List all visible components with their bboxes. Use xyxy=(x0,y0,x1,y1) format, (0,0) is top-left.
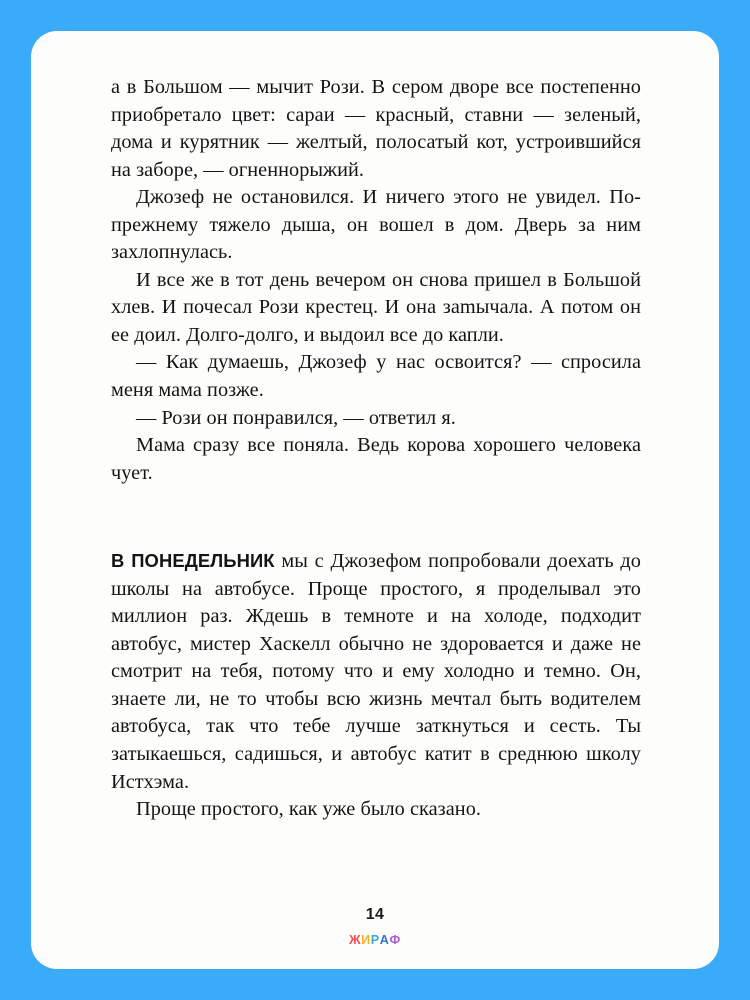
text-column xyxy=(111,74,641,824)
publisher-logo xyxy=(31,933,719,947)
paragraph-block-one xyxy=(111,74,641,487)
paragraph: — Как думаешь, Джозеф у нас освоится? — спросила меня мама позже. xyxy=(111,351,641,402)
publisher-logo-letter-3: А xyxy=(379,933,390,947)
publisher-logo-letter-0: Ж xyxy=(349,933,362,947)
paragraph: — Рози он понравился, — ответил я. xyxy=(136,406,456,429)
section-opener-bold-lead: В ПОНЕДЕЛЬНИК xyxy=(111,550,275,572)
paragraph: Мама сразу все поняла. Ведь корова хорошего человека чует. xyxy=(111,434,641,484)
publisher-logo-letter-1: И xyxy=(361,933,371,947)
paragraph: Джозеф не остановился. И ничего этого не увидел. По-прежнему тяжело дыша, он вошел в дом. Дверь за ним захлопнулась. xyxy=(111,186,641,264)
section-divider-space xyxy=(111,487,641,547)
book-page-sheet xyxy=(31,31,719,969)
section-opener-text: мы с Джозефом попробовали доехать до школы на автобусе. Проще простого, я проделывал это миллион раз. Ждешь в темноте и на холоде, подходит автобус, мистер Хаскелл обычно не здоровается и даже не смотрит на тебя, потому что и ему холодно и темно. Он, знаете ли, не то чтобы всю жизнь мечтал быть водителем автобуса, так что тебе лучше заткнуться и сесть. Ты затыкаешься, садишься, и автобус катит в среднюю школу Истхэма. xyxy=(111,550,641,793)
page-number: 14 xyxy=(365,906,385,923)
paragraph-block-two xyxy=(111,547,641,823)
publisher-logo-letter-4: Ф xyxy=(389,933,401,947)
publisher-logo-letter-2: Р xyxy=(370,933,380,947)
section-opening-paragraph xyxy=(111,547,641,796)
paragraph: Проще простого, как уже было сказано. xyxy=(136,798,482,821)
page-footer xyxy=(31,906,719,947)
paragraph: И все же в тот день вечером он снова пришел в Большой хлев. И почесал Рози крестец. И она заmычала. А потом он ее доил. Долго-долго, и выдоил все до капли. xyxy=(111,268,641,346)
paragraph: а в Большом — мычит Рози. В сером дворе все постепенно приобретало цвет: сараи — красный, ставни — зеленый, дома и курятник — желтый, полосатый кот, устроившийся на заборе, — огненнорыжий. xyxy=(111,76,641,181)
